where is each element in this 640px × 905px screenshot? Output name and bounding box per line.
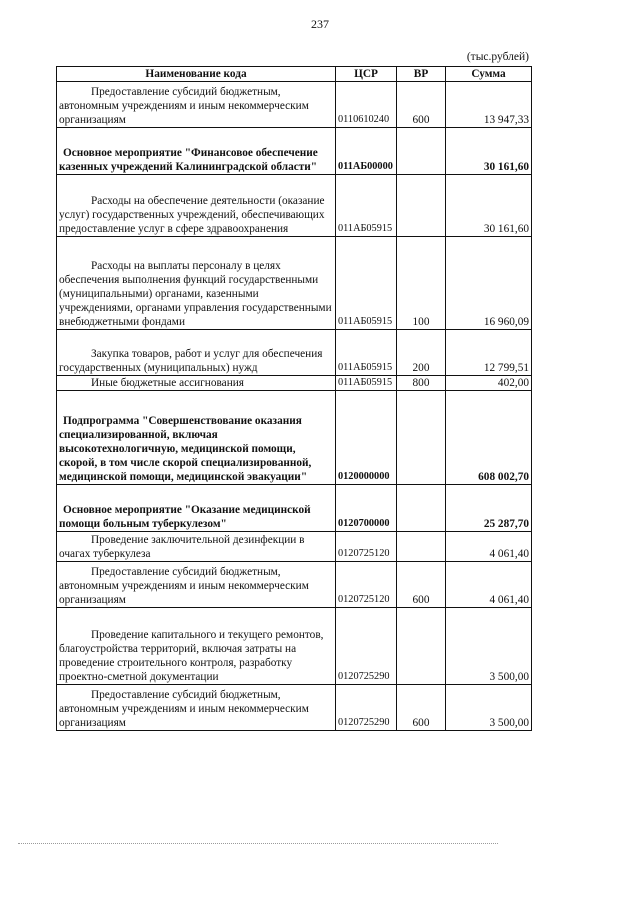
row-name: Расходы на выплаты персоналу в целях обеспечения выполнения функций государственными (муниципальными) органами, казенными учреждениями, органами управления государственными внебюджетными фондами xyxy=(57,237,336,330)
row-csr: 011АБ05915 xyxy=(336,175,397,237)
column-header-csr: ЦСР xyxy=(336,67,397,82)
budget-table xyxy=(56,66,532,731)
table-row xyxy=(57,685,532,731)
row-csr: 0120725290 xyxy=(336,685,397,731)
row-csr: 011АБ05915 xyxy=(336,237,397,330)
row-sum: 30 161,60 xyxy=(446,175,532,237)
row-vr: 100 xyxy=(397,237,446,330)
row-name: Предоставление субсидий бюджетным, автономным учреждениям и иным некоммерческим организациям xyxy=(57,685,336,731)
row-vr xyxy=(397,175,446,237)
row-csr: 011АБ00000 xyxy=(336,128,397,175)
table-row xyxy=(57,391,532,485)
row-name: Закупка товаров, работ и услуг для обеспечения государственных (муниципальных) нужд xyxy=(57,330,336,376)
row-sum: 608 002,70 xyxy=(446,391,532,485)
row-vr xyxy=(397,391,446,485)
row-name: Основное мероприятие "Финансовое обеспечение казенных учреждений Калининградской области" xyxy=(57,128,336,175)
row-name: Проведение заключительной дезинфекции в очагах туберкулеза xyxy=(57,532,336,562)
row-vr: 800 xyxy=(397,376,446,391)
row-vr xyxy=(397,128,446,175)
row-vr xyxy=(397,485,446,532)
table-header-row xyxy=(57,67,532,82)
row-csr: 0120725120 xyxy=(336,562,397,608)
row-name: Предоставление субсидий бюджетным, автономным учреждениям и иным некоммерческим организациям xyxy=(57,82,336,128)
table-row xyxy=(57,485,532,532)
row-sum: 12 799,51 xyxy=(446,330,532,376)
row-name: Предоставление субсидий бюджетным, автономным учреждениям и иным некоммерческим организациям xyxy=(57,562,336,608)
row-name: Основное мероприятие "Оказание медицинской помощи больным туберкулезом" xyxy=(57,485,336,532)
table-row xyxy=(57,175,532,237)
row-sum: 4 061,40 xyxy=(446,532,532,562)
row-vr: 600 xyxy=(397,685,446,731)
table-row xyxy=(57,532,532,562)
row-csr: 0120725290 xyxy=(336,608,397,685)
row-sum: 3 500,00 xyxy=(446,608,532,685)
row-name: Подпрограмма "Совершенствование оказания специализированной, включая высокотехнологичную, медицинской помощи, скорой, в том числе скорой специализированной, медицинской помощи, медицинской эвакуации" xyxy=(57,391,336,485)
table-row xyxy=(57,376,532,391)
row-csr: 0120700000 xyxy=(336,485,397,532)
row-vr: 600 xyxy=(397,562,446,608)
row-sum: 402,00 xyxy=(446,376,532,391)
table-body xyxy=(57,82,532,731)
column-header-vr: ВР xyxy=(397,67,446,82)
row-vr xyxy=(397,532,446,562)
table-row xyxy=(57,608,532,685)
column-header-sum: Сумма xyxy=(446,67,532,82)
row-csr: 011АБ05915 xyxy=(336,330,397,376)
row-csr: 0120725120 xyxy=(336,532,397,562)
page-number: 237 xyxy=(311,17,329,31)
row-vr: 200 xyxy=(397,330,446,376)
row-sum: 25 287,70 xyxy=(446,485,532,532)
table-row xyxy=(57,128,532,175)
row-name: Проведение капитального и текущего ремонтов, благоустройства территорий, включая затраты на проведение строительного контроля, разработку проектно-сметной документации xyxy=(57,608,336,685)
table-row xyxy=(57,330,532,376)
row-sum: 4 061,40 xyxy=(446,562,532,608)
row-name: Расходы на обеспечение деятельности (оказание услуг) государственных учреждений, обеспечивающих предоставление услуг в сфере здравоохранения xyxy=(57,175,336,237)
row-csr: 0120000000 xyxy=(336,391,397,485)
column-header-name: Наименование кода xyxy=(57,67,336,82)
row-csr: 0110610240 xyxy=(336,82,397,128)
table-row xyxy=(57,562,532,608)
row-sum: 3 500,00 xyxy=(446,685,532,731)
row-csr: 011АБ05915 xyxy=(336,376,397,391)
row-vr xyxy=(397,608,446,685)
row-sum: 13 947,33 xyxy=(446,82,532,128)
unit-note: (тыс.рублей) xyxy=(466,51,529,63)
table-row xyxy=(57,237,532,330)
row-vr: 600 xyxy=(397,82,446,128)
row-sum: 30 161,60 xyxy=(446,128,532,175)
row-sum: 16 960,09 xyxy=(446,237,532,330)
table-row xyxy=(57,82,532,128)
row-name: Иные бюджетные ассигнования xyxy=(57,376,336,391)
footer-dotted-line xyxy=(18,843,498,844)
